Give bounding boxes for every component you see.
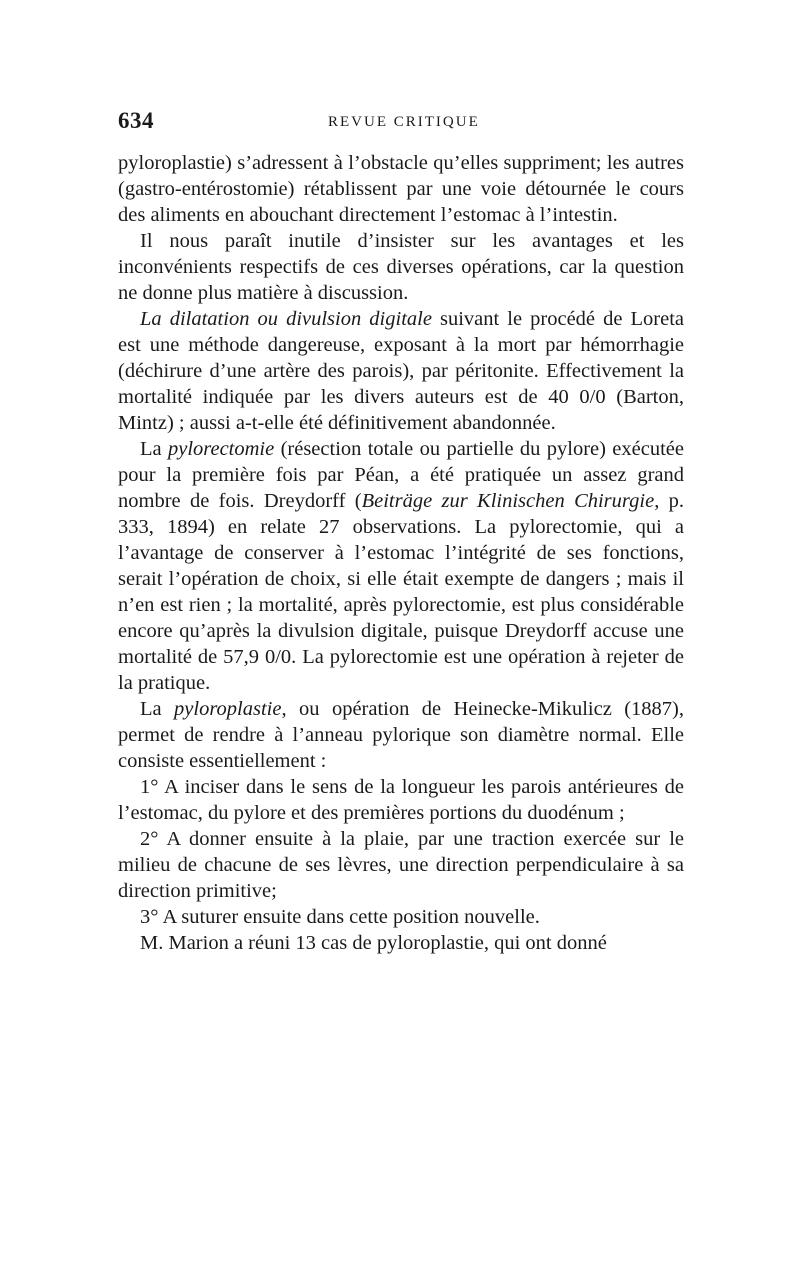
paragraph-5 — [118, 696, 684, 774]
running-title: REVUE CRITIQUE — [328, 114, 480, 130]
body-text — [118, 150, 684, 956]
paragraph-9: M. Marion a réuni 13 cas de pyloroplastie, qui ont donné — [140, 932, 607, 954]
paragraph-1: pyloroplastie) s’adressent à l’obstacle qu’elles suppriment; les autres (gastro-entérostomie) rétablissent par une voie détournée le cours des aliments en abouchant directement l’estomac à l’intestin. — [118, 152, 684, 226]
paragraph-lead: La — [140, 438, 168, 460]
paragraph-7: 2° A donner ensuite à la plaie, par une traction exercée sur le milieu de chacune de ses lèvres, une direction perpendiculaire à sa direction primitive; — [118, 828, 684, 902]
page-header — [118, 108, 688, 142]
paragraph-4 — [118, 436, 684, 696]
paragraph-text: , p. 333, 1894) en relate 27 observations. La pylorectomie, qui a l’avantage de conserver à l’estomac l’intégrité de ses fonctions, serait l’opération de choix, si elle était exempte de dangers ; mais il n’en est rien ; la mortalité, après pylorectomie, est plus considérable encore qu’après la divulsion digitale, puisque Dreydorff accuse une mortalité de 57,9 0/0. La pylorectomie est une opération à rejeter de la pratique. — [118, 490, 685, 694]
journal-title: Beiträge zur Klinischen Chirurgie — [361, 490, 655, 512]
page-number: 634 — [118, 108, 154, 133]
italic-term: pylorectomie — [167, 438, 275, 460]
paragraph-3 — [118, 306, 684, 436]
paragraph-8: 3° A suturer ensuite dans cette position nouvelle. — [140, 906, 540, 928]
paragraph-text: , ou opération de Heinecke-Mikulicz (1887), permet de rendre à l’anneau pylorique son diamètre normal. Elle consiste essentiellement : — [118, 698, 684, 772]
italic-term: La dilatation ou divulsion digitale — [140, 308, 432, 330]
paragraph-text: suivant le procédé de Loreta est une méthode dangereuse, exposant à la mort par hémorrhagie (déchirure d’une artère des parois), par péritonite. Effectivement la mortalité indiquée par les divers auteurs est de 40 0/0 (Barton, Mintz) ; aussi a-t-elle été définitivement abandonnée. — [118, 308, 684, 434]
paragraph-6: 1° A inciser dans le sens de la longueur les parois antérieures de l’estomac, du pylore et des premières portions du duodénum ; — [118, 776, 684, 824]
paragraph-2: Il nous paraît inutile d’insister sur les avantages et les inconvénients respectifs de ces diverses opérations, car la question ne donne plus matière à discussion. — [118, 230, 684, 304]
italic-term: pyloroplastie — [174, 698, 282, 720]
paragraph-text: (résection totale ou partielle du pylore) exécutée pour la première fois par Péan, a été pratiquée un assez grand nombre de fois. Dreydorff ( — [118, 438, 684, 512]
paragraph-lead: La — [140, 698, 175, 720]
